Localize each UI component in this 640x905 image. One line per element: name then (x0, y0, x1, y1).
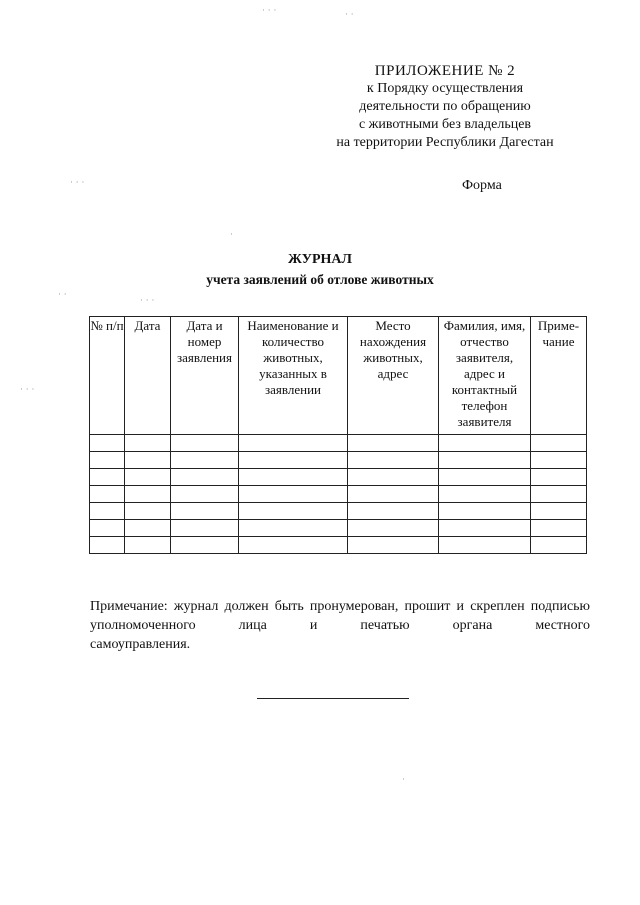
appendix-title: ПРИЛОЖЕНИЕ № 2 (374, 63, 516, 79)
table-cell[interactable] (90, 452, 125, 469)
table-cell[interactable] (439, 503, 531, 520)
column-header-animals: Наименование и количество животных, указанных в заявлении (239, 317, 348, 435)
table-cell[interactable] (171, 503, 239, 520)
table-cell[interactable] (531, 469, 587, 486)
table-cell[interactable] (348, 469, 439, 486)
column-header-number: № п/п (90, 317, 125, 435)
journal-title: ЖУРНАЛ (288, 252, 352, 267)
table-cell[interactable] (239, 435, 348, 452)
scan-speck: · · (58, 290, 67, 300)
footnote (90, 597, 590, 654)
appendix-line: на территории Республики Дагестан (336, 135, 554, 150)
footnote-last-line: самоуправления. (90, 637, 191, 652)
table-cell[interactable] (531, 520, 587, 537)
table-row (90, 435, 587, 452)
table-cell[interactable] (439, 537, 531, 554)
column-header-application: Дата и номер заявления (171, 317, 239, 435)
table-body (90, 435, 587, 554)
scan-speck: · · · (20, 385, 35, 395)
form-label: Форма (462, 178, 502, 193)
table-cell[interactable] (125, 537, 171, 554)
table-cell[interactable] (531, 503, 587, 520)
table-row (90, 503, 587, 520)
table-cell[interactable] (90, 486, 125, 503)
appendix-line: к Порядку осуществления (366, 81, 524, 96)
table-cell[interactable] (348, 486, 439, 503)
table-cell[interactable] (239, 469, 348, 486)
table-cell[interactable] (531, 435, 587, 452)
table-cell[interactable] (171, 435, 239, 452)
scan-speck: · · (345, 10, 354, 20)
table-cell[interactable] (125, 503, 171, 520)
table-cell[interactable] (125, 435, 171, 452)
table-cell[interactable] (439, 435, 531, 452)
column-header-date: Дата (125, 317, 171, 435)
table-cell[interactable] (439, 486, 531, 503)
table-row (90, 520, 587, 537)
table-cell[interactable] (531, 537, 587, 554)
table-cell[interactable] (239, 486, 348, 503)
scan-speck: · · · (262, 6, 277, 16)
table-row (90, 486, 587, 503)
table-cell[interactable] (531, 486, 587, 503)
table-cell[interactable] (439, 520, 531, 537)
table-cell[interactable] (171, 537, 239, 554)
table-cell[interactable] (171, 452, 239, 469)
appendix-block (320, 62, 570, 152)
table-row (90, 469, 587, 486)
table-cell[interactable] (125, 452, 171, 469)
table-cell[interactable] (239, 503, 348, 520)
column-header-note: Приме-чание (531, 317, 587, 435)
table-header-row (90, 317, 587, 435)
column-header-location: Место нахождения животных, адрес (348, 317, 439, 435)
footnote-text: Примечание: журнал должен быть пронумерован, прошит и скреплен подписью уполномоченного лица и печатью органа местного (90, 599, 590, 633)
table-cell[interactable] (531, 452, 587, 469)
table-cell[interactable] (239, 537, 348, 554)
table-row (90, 537, 587, 554)
table-cell[interactable] (125, 520, 171, 537)
table-row (90, 452, 587, 469)
table-cell[interactable] (171, 520, 239, 537)
table-cell[interactable] (171, 469, 239, 486)
scan-speck: · · · (70, 178, 85, 188)
signature-line (257, 698, 409, 699)
table-cell[interactable] (90, 469, 125, 486)
register-table (89, 316, 587, 554)
table-cell[interactable] (439, 452, 531, 469)
table-cell[interactable] (239, 520, 348, 537)
journal-subtitle: учета заявлений об отлове животных (206, 272, 434, 287)
table-cell[interactable] (348, 452, 439, 469)
table-cell[interactable] (348, 503, 439, 520)
table-cell[interactable] (439, 469, 531, 486)
appendix-line: деятельности по обращению (359, 99, 531, 114)
table-cell[interactable] (348, 520, 439, 537)
scan-speck: · (402, 775, 405, 785)
table-cell[interactable] (171, 486, 239, 503)
table-cell[interactable] (90, 435, 125, 452)
scan-speck: · (230, 230, 233, 240)
journal-heading (0, 250, 640, 290)
table-cell[interactable] (90, 537, 125, 554)
table-cell[interactable] (348, 435, 439, 452)
table-cell[interactable] (348, 537, 439, 554)
table-cell[interactable] (90, 520, 125, 537)
table-cell[interactable] (125, 486, 171, 503)
appendix-line: с животными без владельцев (358, 117, 532, 132)
table-cell[interactable] (239, 452, 348, 469)
table-cell[interactable] (90, 503, 125, 520)
table-cell[interactable] (125, 469, 171, 486)
column-header-applicant: Фамилия, имя, отчество заявителя, адрес и контактный телефон заявителя (439, 317, 531, 435)
scan-speck: · · · (140, 296, 155, 306)
